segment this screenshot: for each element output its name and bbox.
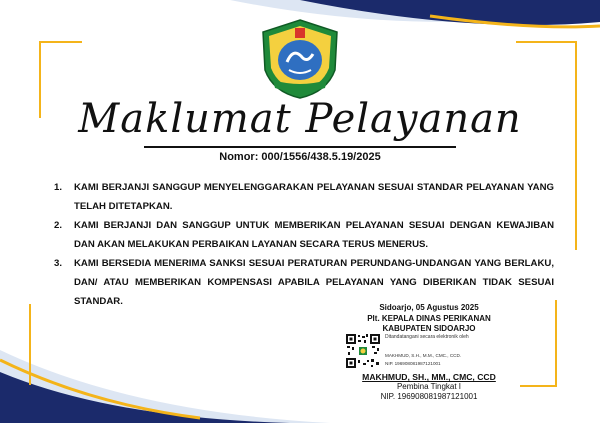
list-item-text: KAMI BERJANJI SANGGUP MENYELENGGARAKAN PELAYANAN SESUAI STANDAR PELAYANAN YANG TELAH DITETAPKAN.: [74, 182, 554, 212]
signature-position: Plt. KEPALA DINAS PERIKANAN: [367, 313, 491, 323]
list-number: 2.: [54, 220, 63, 231]
list-number: 3.: [54, 258, 63, 269]
signature-office: KABUPATEN SIDOARJO: [382, 324, 476, 333]
signatory-name: MAKHMUD, SH., MM., CMC, CCD: [362, 372, 496, 382]
qr-code-icon: [345, 333, 381, 369]
list-item: [54, 178, 554, 216]
electronic-signature: [345, 333, 495, 373]
document-number: Nomor: 000/1556/438.5.19/2025: [219, 151, 381, 163]
sidoarjo-regency-emblem-icon: [257, 18, 343, 100]
list-item-text: KAMI BERSEDIA MENERIMA SANKSI SESUAI PERATURAN PERUNDANG-UNDANGAN YANG BERLAKU, DAN/ ATAU MEMBERIKAN KOMPENSASI APABILA PELAYANAN YANG DIBERIKAN TIDAK SESUAI STANDAR.: [74, 258, 554, 307]
esign-nip: NIP. 196908081987121001: [385, 361, 441, 366]
signature-place-date: Sidoarjo, 05 Agustus 2025: [379, 303, 479, 312]
signatory-rank: Pembina Tingkat I: [396, 382, 462, 391]
list-number: 1.: [54, 182, 63, 193]
document-title: Maklumat Pelayanan: [78, 96, 522, 142]
commitment-list: [54, 178, 554, 311]
list-item-text: KAMI BERJANJI DAN SANGGUP UNTUK MEMBERIKAN PELAYANAN SESUAI DENGAN KEWAJIBAN DAN AKAN MELAKUKAN PERBAIKAN LAYANAN SECARA TERUS MENERUS.: [74, 220, 554, 250]
esign-note: Ditandatangani secara elektronik oleh: [385, 334, 469, 340]
signatory-nip: NIP. 196908081987121001: [380, 392, 478, 401]
signature-header: [318, 303, 540, 335]
title-underline: [144, 146, 456, 148]
list-item: [54, 216, 554, 254]
esign-name: MAKHMUD, S.H., M.M., CMC., CCD.: [385, 353, 462, 358]
